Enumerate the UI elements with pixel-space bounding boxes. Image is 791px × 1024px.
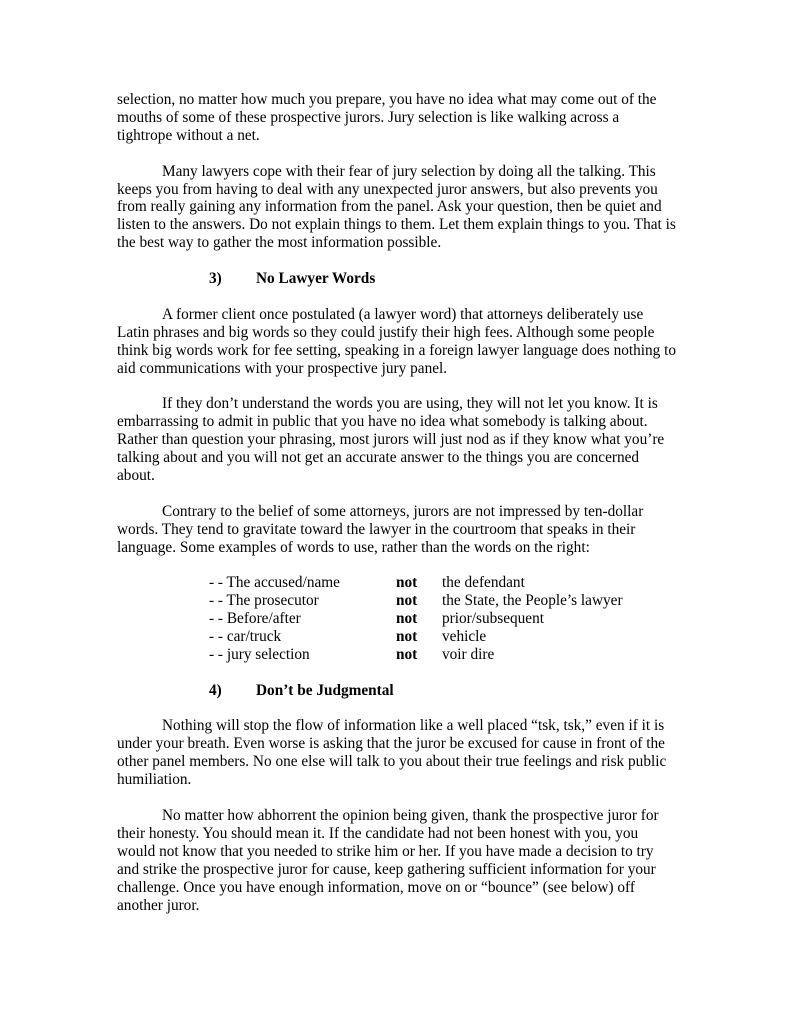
not-label: not	[396, 628, 418, 646]
avoided-word: the State, the People’s lawyer	[442, 592, 623, 610]
paragraph-section3-3: Contrary to the belief of some attorneys, jurors are not impressed by ten-dollar words. They tend to gravitate toward the lawyer in the courtroom that speaks in their language. Some examples of words to use, rather than the words on the right:	[117, 502, 644, 556]
section-number: 4)	[209, 681, 222, 699]
not-label: not	[396, 574, 418, 592]
avoided-word: voir dire	[442, 645, 495, 663]
section-title: Don’t be Judgmental	[256, 681, 394, 699]
paragraph-section3-2: If they don’t understand the words you are using, they will not let you know. It is embarrassing to admit in public that you have no idea what somebody is talking about. Rather than question your phrasing, most jurors will just nod as if they know what you’re talking about and you will not get an accurate answer to the things you are concerned about.	[117, 395, 665, 484]
paragraph-section3-1: A former client once postulated (a lawyer word) that attorneys deliberately use Latin phrases and big words so they could justify their high fees. Although some people think big words work for fee setting, speaking in a foreign lawyer language does nothing to aid communications with your prospective jury panel.	[117, 305, 677, 377]
paragraph-intro-fear: Many lawyers cope with their fear of jury selection by doing all the talking. This keeps you from having to deal with any unexpected juror answers, but also prevents you from really gaining any information from the panel. Ask your question, then be quiet and listen to the answers. Do not explain things to them. Let them explain things to you. That is the best way to gather the most information possible.	[117, 162, 676, 252]
word-list-row	[117, 628, 677, 646]
section-number: 3)	[209, 270, 222, 288]
section-heading-3	[117, 270, 677, 288]
document-page	[117, 91, 677, 932]
word-list-row	[117, 610, 677, 628]
avoided-word: prior/subsequent	[442, 610, 544, 628]
word-list-row	[117, 592, 677, 610]
paragraph-section4-2: No matter how abhorrent the opinion being given, thank the prospective juror for their honesty. You should mean it. If the candidate had not been honest with you, you would not know that you needed to strike him or her. If you have made a decision to try and strike the prospective juror for cause, keep gathering sufficient information for your challenge. Once you have enough information, move on or “bounce” (see below) off another juror.	[117, 807, 659, 914]
avoided-word: vehicle	[442, 628, 487, 646]
word-list-row	[117, 646, 677, 664]
preferred-word: - - The prosecutor	[209, 592, 319, 610]
preferred-word: - - The accused/name	[209, 574, 340, 592]
avoided-word: the defendant	[442, 574, 525, 592]
preferred-word: - - Before/after	[209, 610, 301, 628]
paragraph-section4-1: Nothing will stop the flow of information like a well placed “tsk, tsk,” even if it is under your breath. Even worse is asking that the juror be excused for cause in front of the other panel members. No one else will talk to you about their true feelings and risk public humiliation.	[117, 717, 667, 789]
not-label: not	[396, 645, 418, 663]
preferred-word: - - jury selection	[209, 645, 310, 663]
word-list-row	[117, 574, 677, 592]
not-label: not	[396, 592, 418, 610]
word-comparison-list	[117, 574, 677, 663]
not-label: not	[396, 610, 418, 628]
section-title: No Lawyer Words	[256, 270, 376, 288]
section-heading-4	[117, 682, 677, 700]
preferred-word: - - car/truck	[209, 628, 282, 646]
paragraph-intro-continued: selection, no matter how much you prepare, you have no idea what may come out of the mouths of some of these prospective jurors. Jury selection is like walking across a tightrope without a net.	[117, 91, 657, 144]
